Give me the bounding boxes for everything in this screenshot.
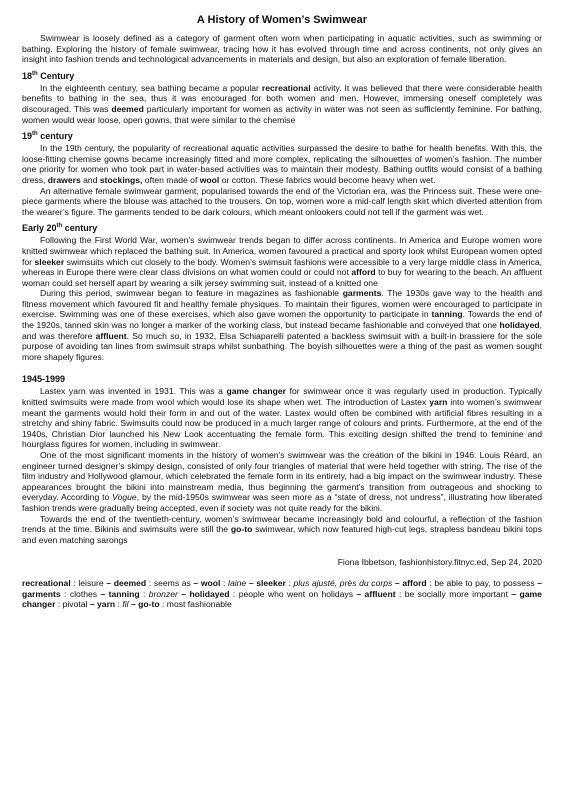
glossary-term: holidayed (189, 588, 230, 599)
glossary-separator: – (246, 577, 257, 588)
glossary-separator: – (177, 588, 190, 599)
glossary-term: garments (22, 588, 61, 599)
page-title: A History of Women’s Swimwear (196, 14, 368, 26)
glossary-separator: – (353, 588, 365, 599)
vocab-term: afford (351, 267, 376, 278)
vocab-term: yarn (429, 397, 448, 408)
text-run: and (80, 174, 100, 185)
text-run: . Towards the end of the 1920s, tanned skin was no longer a marker of the working class, but instead became fashionable and conveyed that one (22, 309, 543, 331)
italic-title: Vogue (112, 492, 137, 503)
vocab-term: garments (342, 288, 382, 299)
text-run: swimwear, which now featured high-cut legs, strapless bandeau bikini tops and even matching sarongs (22, 524, 542, 545)
glossary-term: wool (200, 577, 221, 588)
vocab-term: sleeker (34, 256, 65, 267)
section-paragraph (22, 186, 542, 218)
text-run: , and was therefore (22, 320, 542, 341)
text-run: . The 1930s gave way to the health and fitness movement which favoured fit and healthy female physiques. To maintain their figures, women were encouraged to participate in exercise. Swimming was one of these exercises, which also gave women the opportunity to participate in (22, 288, 543, 320)
section-heading: 1945-1999 (22, 374, 66, 385)
text-run: particularly important for women as activity in water was not seen as sufficiently feminine. For bathing, women would wear loose, open gowns, that were similar to the chemise (22, 103, 542, 125)
glossary-separator: – (534, 577, 543, 588)
glossary-separator: – (103, 577, 114, 588)
vocabulary-glossary: recreational : leisure – deemed : seems as – wool : laine – sleeker : plus ajusté, près du corps – afford : be able to pay, to possess – garments : clothes – tanning : bronzer – holidayed : people who went on holidays – affluent : be socially more important – game changer : pivotal – yarn : fil – go-to : most fashionable (22, 577, 543, 610)
glossary-separator: – (392, 577, 403, 588)
vocab-term: wool (199, 174, 220, 185)
text-run: into women’s swimwear meant the garments would hold their form in and out of the water. Lastex would often be combined with artificial fibres resulting in a stretchy and shiny fabric. Swimsuits could now be produced in a much larger range of colours and prints. Furthermore, at the end of the 1940s, Christian Dior launched his New Look accentuating the female form. This exciting design shifted the trend to feminine and hourglass figures for women, including in swimwear. (22, 397, 542, 450)
section-paragraph (22, 288, 542, 362)
glossary-definition: people who went on holidays (238, 588, 354, 599)
glossary-term: recreational (22, 577, 71, 588)
section-heading: 19th century (22, 131, 73, 142)
vocab-term: holidayed (499, 320, 540, 331)
vocab-term: go-to (230, 524, 253, 535)
text-run: An alternative female swimwear garment, popularised towards the end of the Victorian era, was the Princess suit. These were one-piece garments where the blouse was attached to the trousers. On top, women wore a mid-calf length skirt which diverted attention from the wearer’s figure. The garments tended to be dark colours, which meant onlookers could not tell if the garment was wet. (22, 185, 542, 217)
text-run: Following the First World War, women’s swimwear trends began to differ across continents. In America and Europe women wore knitted swimwear which replaced the bathing suit. In America, women favoured a practical and sporty look whilst European women opted for (22, 235, 542, 267)
text-run: often made of (142, 174, 200, 185)
vocab-term: tanning (431, 309, 463, 320)
section-early-20th-century (22, 223, 542, 362)
section-paragraph (22, 386, 542, 450)
glossary-definition: bronzer (148, 588, 178, 599)
glossary-definition: seems as (153, 577, 191, 588)
section-paragraph (22, 235, 542, 288)
glossary-separator: – (507, 588, 520, 599)
section-heading: 18th Century (22, 70, 75, 81)
glossary-definition: be socially more important (404, 588, 508, 599)
glossary-term: go-to (138, 599, 160, 610)
glossary-separator: – (87, 599, 98, 610)
text-run: . So much so, in 1932, Elsa Schiaparelli patented a backless swimsuit with a built-in brassiere for the sole purpose of avoiding tan lines from swimsuit straps whilst sunbathing. The boyish silhouettes were a thing of the past as women sought more shapely figures. (22, 330, 543, 362)
text-run: Lastex yarn was invented in 1931. This was a (40, 386, 227, 397)
text-run: activity. It was believed that there were considerable health benefits to bathing in the sea, thus it was encouraged for both women and men. However, immersing oneself completely was discouraged. This was (22, 82, 542, 114)
section-18th-century (22, 71, 542, 125)
section-paragraph (22, 143, 542, 185)
glossary-term: afford (402, 577, 427, 588)
section-paragraph (22, 514, 542, 546)
text-run: or cotton. These fabrics would become heavy when wet. (219, 174, 436, 185)
glossary-separator: – (128, 599, 139, 610)
text-run: One of the most significant moments in the history of women’s swimwear was the creation of the bikini in 1946. Louis Réard, an engineer turned designer’s skimpy design, consisted of only four triangles of material that were held together with string. The rise of the film industry and Hollywood glamour, which celebrated the female form in its entirety, had a big impact on the swimwear industry. These appearances brought the bikini into mainstream media, thus beginning the garment’s transition from outrageous and shocking to everyday. According to (22, 450, 542, 503)
section-paragraph (22, 83, 542, 125)
section-paragraph (22, 450, 542, 514)
text-run: In the 19th century, the popularity of recreational aquatic activities surpassed the desire to bathe for health benefits. With this, the loose-fitting chemise gowns became increasingly fitted and more complex, replicating the silhouettes of women’s fashion. The number one priority for women who took part in water-based activities was to maintain their modesty. Bathing outfits would consist of a bathing dress, (22, 143, 542, 185)
text-run: to buy for wearing to the beach. An affluent woman could set herself apart by wearing a silk jersey swimming suit, instead of a knitted one (22, 267, 543, 288)
glossary-term: affluent (364, 588, 396, 599)
vocab-term: affluent (95, 330, 127, 341)
text-run: for swimwear once it was regularly used in production. Typically knitted swimsuits were made from wool which would lose its shape when wet. The introduction of Lastex (22, 386, 542, 408)
source-credit: Fiona Ibbetson, fashionhistory.fitnyc.ed, Sep 24, 2020 (337, 557, 542, 568)
text-run: Towards the end of the twentieth-century, women’s swimwear became increasingly bold and colourful, a reflection of the fashion trends at the time. Bikinis and swimsuits were still the (22, 513, 542, 535)
glossary-definition: clothes (69, 588, 98, 599)
intro-paragraph: Swimwear is loosely defined as a category of garment often worn when participating in aquatic activities, such as swimming or bathing. Exploring the history of female swimwear, tracing how it has evolved through time and across continents, not only gives an insight into fashion trends and technological advancements in materials and design, but also an exploration of female liberation. (22, 33, 542, 65)
glossary-separator: – (190, 577, 201, 588)
glossary-definition: fil (122, 599, 129, 610)
glossary-definition: laine (228, 577, 247, 588)
section-1945-1999 (22, 374, 542, 545)
text-run: , by the mid-1950s swimwear was seen more as a “state of dress, not undress”, illustrating how liberated fashion trends were gradually being accepted, even if society was not quite ready for the bikini. (22, 492, 542, 513)
glossary-definition: leisure (78, 577, 104, 588)
glossary-term: game changer (22, 588, 542, 610)
section-19th-century (22, 131, 542, 217)
text-run: In the eighteenth century, sea bathing became a popular (40, 82, 262, 93)
glossary-term: sleeker (256, 577, 286, 588)
text-run: During this period, swimwear began to feature in magazines as fashionable (40, 288, 343, 299)
glossary-definition: be able to pay, to possess (434, 577, 535, 588)
text-run: swimsuits which cut closely to the body. Women’s swimsuit fashions were accessible to a very large middle class in America, whereas in Europe there were clear class divisions on what women could or could not (22, 256, 542, 278)
glossary-separator: – (97, 588, 109, 599)
glossary-term: tanning (108, 588, 140, 599)
glossary-definition: most fashionable (166, 599, 232, 610)
vocab-term: recreational (261, 82, 311, 93)
section-heading: Early 20th century (22, 223, 98, 234)
vocab-term: deemed (111, 103, 144, 114)
vocab-term: game changer (226, 386, 286, 397)
glossary-term: deemed (113, 577, 147, 588)
vocab-term: drawers (47, 174, 81, 185)
glossary-definition: pivotal (62, 599, 88, 610)
glossary-term: yarn (97, 599, 116, 610)
vocab-term: stockings, (99, 174, 143, 185)
glossary-definition: plus ajusté, près du corps (293, 577, 393, 588)
